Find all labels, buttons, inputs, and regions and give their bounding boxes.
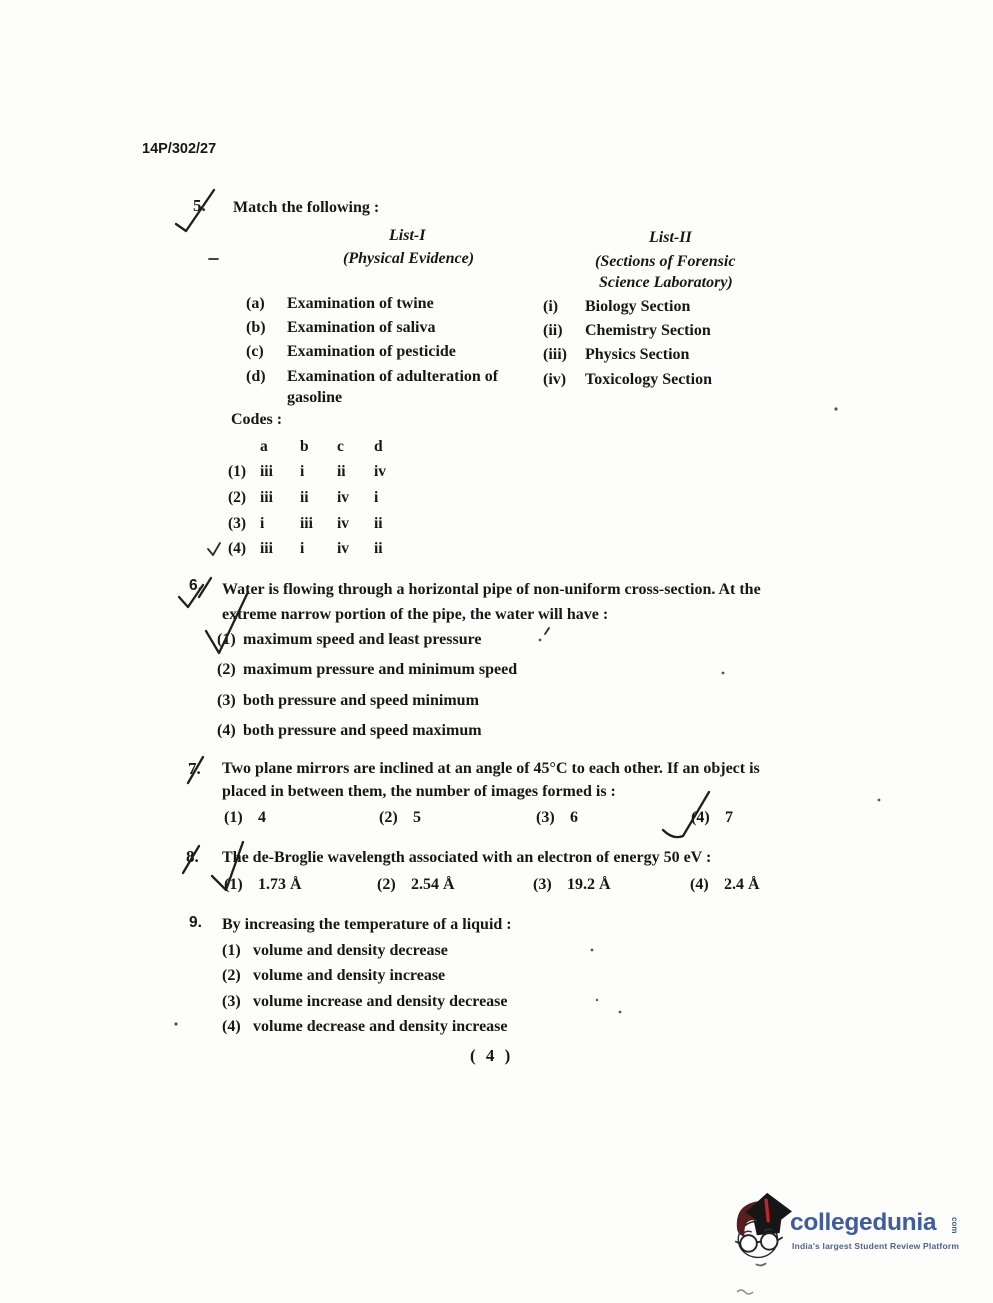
q7-option-2: [379, 809, 421, 827]
q5-codes-label: Codes :: [231, 411, 283, 428]
q5-list1-item-b-text: Examination of saliva: [287, 319, 436, 336]
q5-codes-row-2-d: i: [374, 489, 379, 506]
q5-codes-row-4: [228, 540, 383, 558]
q9-option-3: [222, 993, 508, 1011]
q5-list2-item-ii-label: (ii): [543, 322, 563, 339]
q5-list1-item-a: [246, 295, 434, 313]
q6-option-4-text: both pressure and speed maximum: [243, 722, 482, 739]
q5-codes-row-3-label: (3): [228, 515, 247, 532]
q9-option-2: [222, 967, 445, 985]
q5-codes-col-c: c: [337, 438, 344, 455]
q5-codes-row-1-c: ii: [337, 463, 346, 480]
q5-codes-row-2-a: iii: [260, 489, 273, 506]
q5-codes-row-1-b: i: [300, 463, 305, 480]
paper-code: 14P/302/27: [142, 141, 217, 157]
q6-option-4: [217, 722, 482, 740]
q5-list2-item-ii: [543, 322, 711, 340]
q7-option-4-label: (4): [691, 809, 710, 826]
q5-list1-item-c-text: Examination of pesticide: [287, 343, 456, 360]
q5-list2-item-i-label: (i): [543, 298, 559, 315]
q5-codes-row-2-label: (2): [228, 489, 247, 506]
q5-list1-item-d-label: (d): [246, 368, 266, 385]
q5-list2-item-i-text: Biology Section: [585, 298, 691, 315]
stray-tick-mark: [545, 628, 549, 634]
q9-option-4-label: (4): [222, 1018, 241, 1035]
q8-option-3-text: 19.2 Å: [567, 876, 611, 893]
q6-option-3: [217, 692, 479, 710]
q8-option-4: [690, 876, 760, 894]
q5-codes-col-a: a: [260, 438, 268, 455]
q8-option-3: [533, 876, 611, 894]
q8-text-line1: The de-Broglie wavelength associated with an electron of energy 50 eV :: [222, 849, 712, 866]
q9-option-3-label: (3): [222, 993, 241, 1010]
q7-option-2-label: (2): [379, 809, 398, 826]
collegedunia-mascot-icon: [731, 1188, 793, 1270]
q7-option-1-text: 4: [258, 809, 266, 826]
q6-option-1-text: maximum speed and least pressure: [243, 631, 482, 648]
q8-option-1-text: 1.73 Å: [258, 876, 302, 893]
q6-option-1: [217, 631, 482, 649]
q5-codes-row-1-label: (1): [228, 463, 247, 480]
q5-list1-item-a-label: (a): [246, 295, 265, 312]
q5-list2-item-iii-label: (iii): [543, 346, 567, 363]
q6-option-1-label: (1): [217, 631, 236, 648]
q5-codes-header: [260, 438, 383, 456]
q5-codes-col-b: b: [300, 438, 309, 455]
q5-list2-item-iv: [543, 371, 712, 389]
q5-number: 5.: [193, 196, 206, 215]
q5-list1-item-d: [246, 368, 498, 386]
q5-list1-item-a-text: Examination of twine: [287, 295, 434, 312]
q5-codes-row-3: [228, 515, 383, 533]
q5-codes-col-d: d: [374, 438, 383, 455]
q5-list2-item-iii-text: Physics Section: [585, 346, 690, 363]
q7-text-line2: placed in between them, the number of images formed is :: [222, 783, 616, 800]
q5-codes-row-2-c: iv: [337, 489, 350, 506]
q9-option-1-label: (1): [222, 942, 241, 959]
q5-codes-row-2-b: ii: [300, 489, 309, 506]
q8-option-4-label: (4): [690, 876, 709, 893]
q6-option-3-label: (3): [217, 692, 236, 709]
q5-codes-row-3-b: iii: [300, 515, 313, 532]
q7-text-line1: Two plane mirrors are inclined at an angle of 45°C to each other. If an object is: [222, 760, 760, 777]
q5-codes-row-4-c: iv: [337, 540, 350, 557]
q5-list2-item-ii-text: Chemistry Section: [585, 322, 711, 339]
page-number: ( 4 ): [470, 1046, 514, 1065]
q8-number: 8.: [186, 847, 199, 866]
q5-list2-subtitle-line2: Science Laboratory): [599, 274, 733, 291]
q5-codes-row-1-d: iv: [374, 463, 387, 480]
q6-option-4-label: (4): [217, 722, 236, 739]
q5-codes-row-4-checkmark: [208, 543, 220, 555]
q9-option-2-label: (2): [222, 967, 241, 984]
q6-option-2-text: maximum pressure and minimum speed: [243, 661, 518, 678]
q5-list1-item-b-label: (b): [246, 319, 266, 336]
q8-option-2: [377, 876, 455, 894]
q7-option-3-text: 6: [570, 809, 578, 826]
q9-text-line1: By increasing the temperature of a liquid :: [222, 916, 512, 933]
q7-option-1: [224, 809, 266, 827]
q7-option-4-text: 7: [725, 809, 733, 826]
q5-codes-row-3-d: ii: [374, 515, 383, 532]
q5-codes-row-4-label: (4): [228, 540, 247, 557]
q5-codes-row-4-d: ii: [374, 540, 383, 557]
q8-option-1: [224, 876, 302, 894]
q7-number: 7.: [188, 759, 201, 778]
q7-option-4: [691, 809, 733, 827]
q5-codes-row-3-c: iv: [337, 515, 350, 532]
q5-list2-item-iv-text: Toxicology Section: [585, 371, 712, 388]
q9-option-3-text: volume increase and density decrease: [253, 993, 508, 1010]
q5-list1-item-b: [246, 319, 435, 337]
q8-option-1-label: (1): [224, 876, 243, 893]
q9-option-1-text: volume and density decrease: [253, 942, 448, 959]
q8-option-4-text: 2.4 Å: [724, 876, 760, 893]
q5-list1-item-c: [246, 343, 456, 361]
q5-codes-row-1: [228, 463, 386, 481]
q6-option-2-label: (2): [217, 661, 236, 678]
collegedunia-tld-text: com: [950, 1217, 959, 1234]
q5-list2-item-iv-label: (iv): [543, 371, 567, 388]
q8-option-2-label: (2): [377, 876, 396, 893]
q5-list2-item-iii: [543, 346, 689, 364]
q5-list1-item-d-line2: gasoline: [287, 389, 343, 406]
q7-option-3: [536, 809, 578, 827]
q6-number: 6.: [189, 577, 202, 594]
q5-prompt: Match the following :: [233, 199, 380, 216]
q5-codes-row-4-a: iii: [260, 540, 273, 557]
q5-list2-subtitle-line1: (Sections of Forensic: [595, 253, 736, 270]
q5-list1-title: List-I: [389, 227, 426, 244]
q7-option-3-label: (3): [536, 809, 555, 826]
q9-option-1: [222, 942, 448, 960]
q5-list1-subtitle: (Physical Evidence): [343, 250, 475, 267]
q7-option-1-label: (1): [224, 809, 243, 826]
q5-codes-row-1-a: iii: [260, 463, 273, 480]
q5-list2-title: List-II: [649, 229, 692, 246]
q5-codes-row-3-a: i: [260, 515, 265, 532]
q5-list2-item-i: [543, 298, 690, 316]
q5-list1-item-d-text: Examination of adulteration of: [287, 368, 499, 385]
q9-option-4: [222, 1018, 508, 1036]
collegedunia-logo: [725, 1183, 980, 1295]
q8-option-3-label: (3): [533, 876, 552, 893]
q9-option-4-text: volume decrease and density increase: [253, 1018, 508, 1035]
collegedunia-brand-text: collegedunia: [790, 1209, 937, 1236]
q8-option-2-text: 2.54 Å: [411, 876, 455, 893]
q5-codes-row-4-b: i: [300, 540, 305, 557]
collegedunia-tagline: India's largest Student Review Platform: [792, 1241, 960, 1251]
q7-option-2-text: 5: [413, 809, 421, 826]
q9-option-2-text: volume and density increase: [253, 967, 446, 984]
q6-option-3-text: both pressure and speed minimum: [243, 692, 479, 709]
q9-number: 9.: [189, 914, 202, 931]
q5-list1-item-c-label: (c): [246, 343, 264, 360]
q6-text-line1: Water is flowing through a horizontal pipe of non-uniform cross-section. At the: [222, 581, 761, 598]
q6-text-line2: extreme narrow portion of the pipe, the water will have :: [222, 606, 609, 623]
q5-codes-row-2: [228, 489, 378, 507]
q6-option-2: [217, 661, 517, 679]
